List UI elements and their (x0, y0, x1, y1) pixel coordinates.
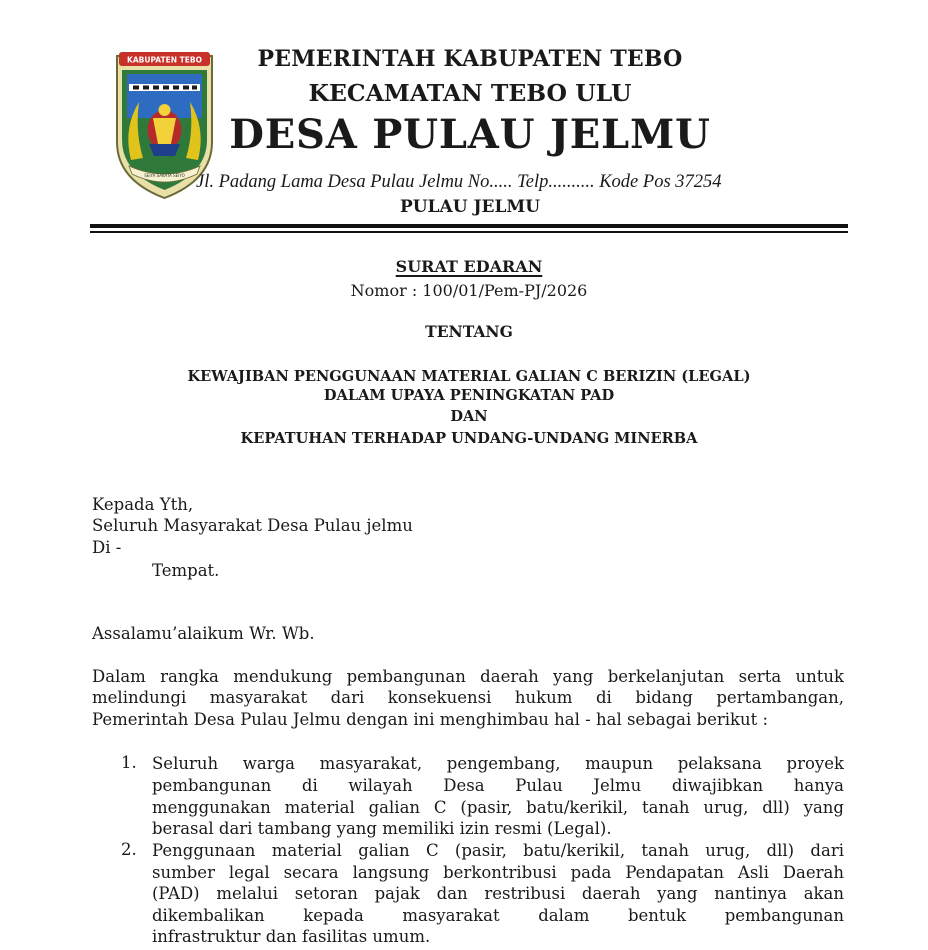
subject-line: KEWAJIBAN PENGGUNAAN MATERIAL GALIAN C BERIZIN (LEGAL) (187, 368, 751, 385)
emblem-motto-text: SEIYA SAKATA SEIYO (144, 173, 185, 178)
district-name: KECAMATAN TEBO ULU (308, 79, 632, 107)
government-name: PEMERINTAH KABUPATEN TEBO (257, 46, 683, 72)
office-address: Jl. Padang Lama Desa Pulau Jelmu No..... Telp.......... Kode Pos 37254 (196, 172, 722, 192)
subject-line: DAN (450, 408, 488, 425)
subject-line: DALAM UPAYA PENINGKATAN PAD (323, 387, 615, 404)
village-name: DESA PULAU JELMU (229, 111, 711, 158)
recipient-at: Di - (92, 538, 122, 557)
list-item-line: sumber legal secara langsung berkontribusi pada Pendapatan Asli Daerah (152, 863, 844, 882)
recipient-salutation: Kepada Yth, (92, 495, 194, 514)
subject-line: KEPATUHAN TERHADAP UNDANG-UNDANG MINERBA (240, 430, 698, 447)
document-number: Nomor : 100/01/Pem-PJ/2026 (350, 281, 588, 300)
list-item-number: 2. (121, 840, 137, 859)
list-item-number: 1. (121, 753, 137, 772)
letterhead-rule-thin (90, 231, 848, 233)
letterhead-rule-thick (90, 224, 848, 228)
intro-paragraph-line: Pemerintah Desa Pulau Jelmu dengan ini menghimbau hal - hal sebagai berikut : (92, 710, 769, 729)
recipient-name: Seluruh Masyarakat Desa Pulau jelmu (92, 516, 413, 535)
list-item-line: Seluruh warga masyarakat, pengembang, maupun pelaksana proyek (152, 754, 844, 773)
list-item-line: berasal dari tambang yang memiliki izin resmi (Legal). (152, 819, 612, 838)
list-item-line: dikembalikan kepada masyarakat dalam bentuk pembangunan (152, 906, 844, 925)
greeting: Assalamu’alaikum Wr. Wb. (92, 624, 315, 643)
list-item-line: infrastruktur dan fasilitas umum. (152, 927, 431, 946)
list-item-line: pembangunan di wilayah Desa Pulau Jelmu diwajibkan hanya (152, 776, 844, 795)
about-label: TENTANG (425, 322, 513, 341)
list-item-line: menggunakan material galian C (pasir, batu/kerikil, tanah urug, dll) yang (152, 798, 844, 817)
recipient-place: Tempat. (152, 561, 220, 580)
list-item-line: Penggunaan material galian C (pasir, batu/kerikil, tanah urug, dll) dari (152, 841, 844, 860)
list-item-line: (PAD) melalui setoran pajak dan restribusi daerah yang nantinya akan (152, 884, 844, 903)
village-place: PULAU JELMU (399, 197, 541, 217)
intro-paragraph-line: melindungi masyarakat dari konsekuensi hukum di bidang pertambangan, (92, 688, 844, 707)
emblem-banner-text: KABUPATEN TEBO (127, 55, 202, 65)
document-title: SURAT EDARAN (395, 257, 543, 276)
intro-paragraph-line: Dalam rangka mendukung pembangunan daerah yang berkelanjutan serta untuk (92, 667, 844, 686)
